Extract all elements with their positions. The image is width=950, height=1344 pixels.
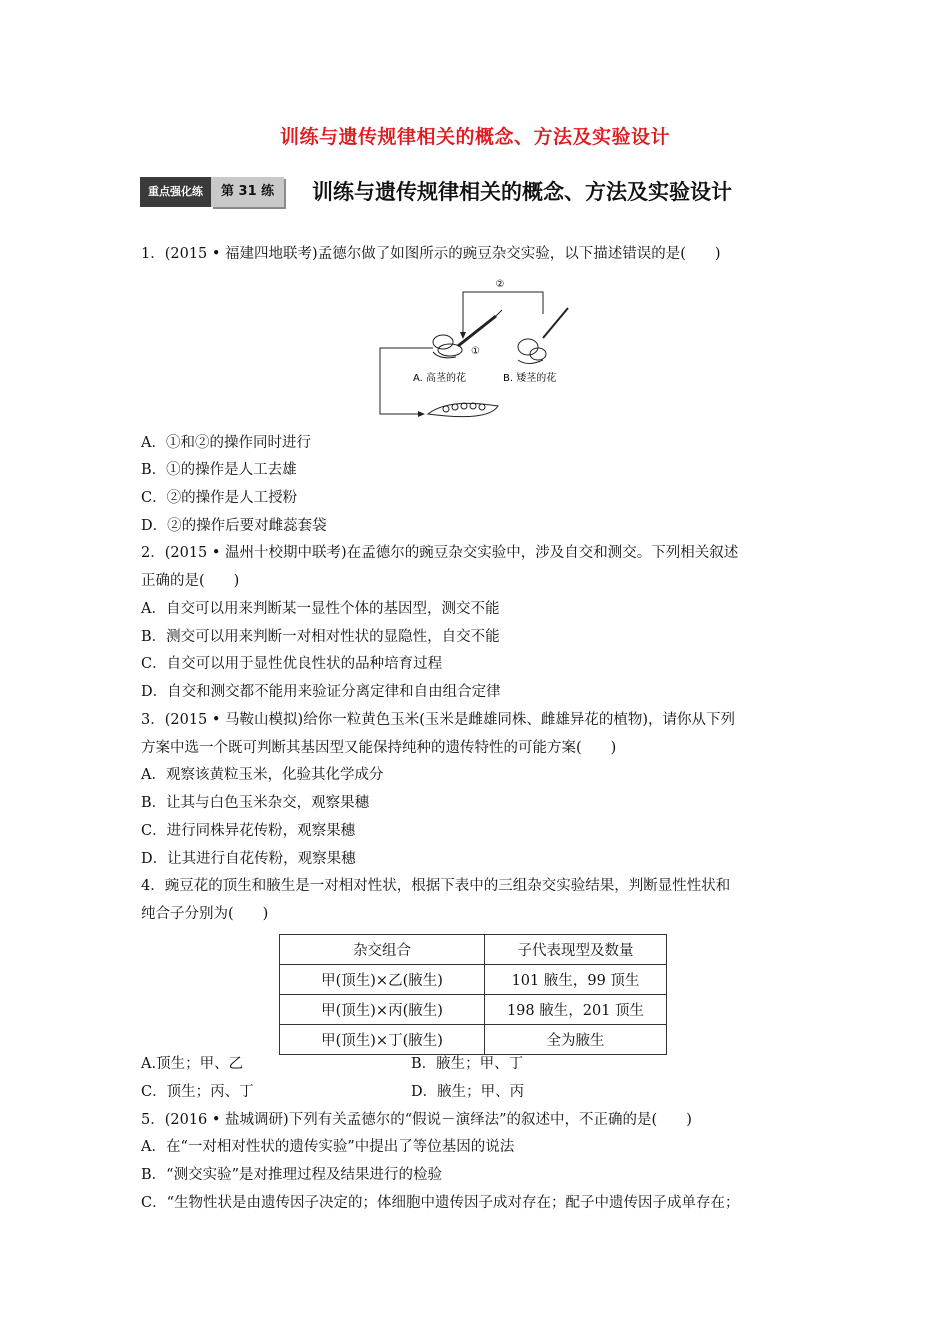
dwarf-flower-icon <box>518 308 568 364</box>
table-row <box>280 1025 667 1055</box>
table-cell: 198 腋生，201 顶生 <box>485 995 667 1025</box>
table-cell: 甲(顶生)×乙(腋生) <box>280 965 485 995</box>
label-2: ② <box>495 279 505 290</box>
q1-option-b: B．①的操作是人工去雄 <box>141 462 297 478</box>
q4-stem-line1: 4．豌豆花的顶生和腋生是一对相对性状，根据下表中的三组杂交实验结果，判断显性性状和 <box>141 878 731 894</box>
pea-cross-diagram <box>378 272 578 422</box>
q3-option-c: C．进行同株异花传粉，观察果穗 <box>141 823 356 839</box>
q3-option-b: B．让其与白色玉米杂交，观察果穗 <box>141 795 370 811</box>
q3-stem-line2: 方案中选一个既可判断其基因型又能保持纯种的遗传特性的可能方案( ) <box>141 740 617 756</box>
q1-option-c: C．②的操作是人工授粉 <box>141 490 298 506</box>
q3-option-d: D．让其进行自花传粉，观察果穗 <box>141 851 356 867</box>
q5-option-a: A．在“一对相对性状的遗传实验”中提出了等位基因的说法 <box>141 1139 515 1155</box>
cross-results-table <box>279 934 667 1055</box>
table-row <box>280 965 667 995</box>
q5-option-b: B．“测交实验”是对推理过程及结果进行的检验 <box>141 1167 442 1183</box>
q4-option-b: B．腋生；甲、丁 <box>411 1056 524 1072</box>
q4-option-d: D．腋生；甲、丙 <box>411 1084 525 1100</box>
q2-stem-line2: 正确的是( ) <box>141 573 240 589</box>
q2-option-b: B．测交可以用来判断一对相对性状的显隐性，自交不能 <box>141 629 500 645</box>
pea-pod-icon <box>428 403 498 417</box>
q2-option-a: A．自交可以用来判断某一显性个体的基因型，测交不能 <box>141 601 500 617</box>
q4-option-c: C．顶生；丙、丁 <box>141 1084 254 1100</box>
document-title: 训练与遗传规律相关的概念、方法及实验设计 <box>279 126 670 148</box>
q2-option-d: D．自交和测交都不能用来验证分离定律和自由组合定律 <box>141 684 501 700</box>
label-flower-b: B. 矮茎的花 <box>503 373 557 384</box>
tall-flower-icon <box>433 310 502 358</box>
q4-stem-line2: 纯合子分别为( ) <box>141 906 269 922</box>
q2-stem-line1: 2．(2015 • 温州十校期中联考)在孟德尔的豌豆杂交实验中，涉及自交和测交。下列相关叙述 <box>141 545 739 561</box>
q5-stem: 5．(2016 • 盐城调研)下列有关孟德尔的“假说－演绎法”的叙述中，不正确的是( ) <box>141 1112 692 1128</box>
q3-option-a: A．观察该黄粒玉米，化验其化学成分 <box>141 767 384 783</box>
q5-option-c: C．“生物性状是由遗传因子决定的；体细胞中遗传因子成对存在；配子中遗传因子成单存在； <box>141 1195 740 1211</box>
section-title: 训练与遗传规律相关的概念、方法及实验设计 <box>312 180 732 204</box>
q3-stem-line1: 3．(2015 • 马鞍山模拟)给你一粒黄色玉米(玉米是雌雄同株、雌雄异花的植物)，请你从下列 <box>141 712 736 728</box>
table-header: 杂交组合 <box>280 935 485 965</box>
label-flower-a: A. 高茎的花 <box>413 373 467 384</box>
table-cell: 101 腋生，99 顶生 <box>485 965 667 995</box>
table-cell: 全为腋生 <box>485 1025 667 1055</box>
table-header: 子代表现型及数量 <box>485 935 667 965</box>
badge-category: 重点强化练 <box>140 177 211 207</box>
q1-option-a: A．①和②的操作同时进行 <box>141 435 311 451</box>
table-row <box>280 995 667 1025</box>
q2-option-c: C．自交可以用于显性优良性状的品种培育过程 <box>141 656 443 672</box>
badge-exercise-number: 第 31 练 <box>211 177 284 207</box>
label-1: ① <box>471 346 480 357</box>
q4-option-a: A.顶生；甲、乙 <box>141 1056 244 1072</box>
section-badge <box>140 177 284 207</box>
table-cell: 甲(顶生)×丙(腋生) <box>280 995 485 1025</box>
q1-stem: 1．(2015 • 福建四地联考)孟德尔做了如图所示的豌豆杂交实验，以下描述错误的是( ) <box>141 246 721 262</box>
table-header-row <box>280 935 667 965</box>
q1-option-d: D．②的操作后要对雌蕊套袋 <box>141 518 327 534</box>
table-cell: 甲(顶生)×丁(腋生) <box>280 1025 485 1055</box>
